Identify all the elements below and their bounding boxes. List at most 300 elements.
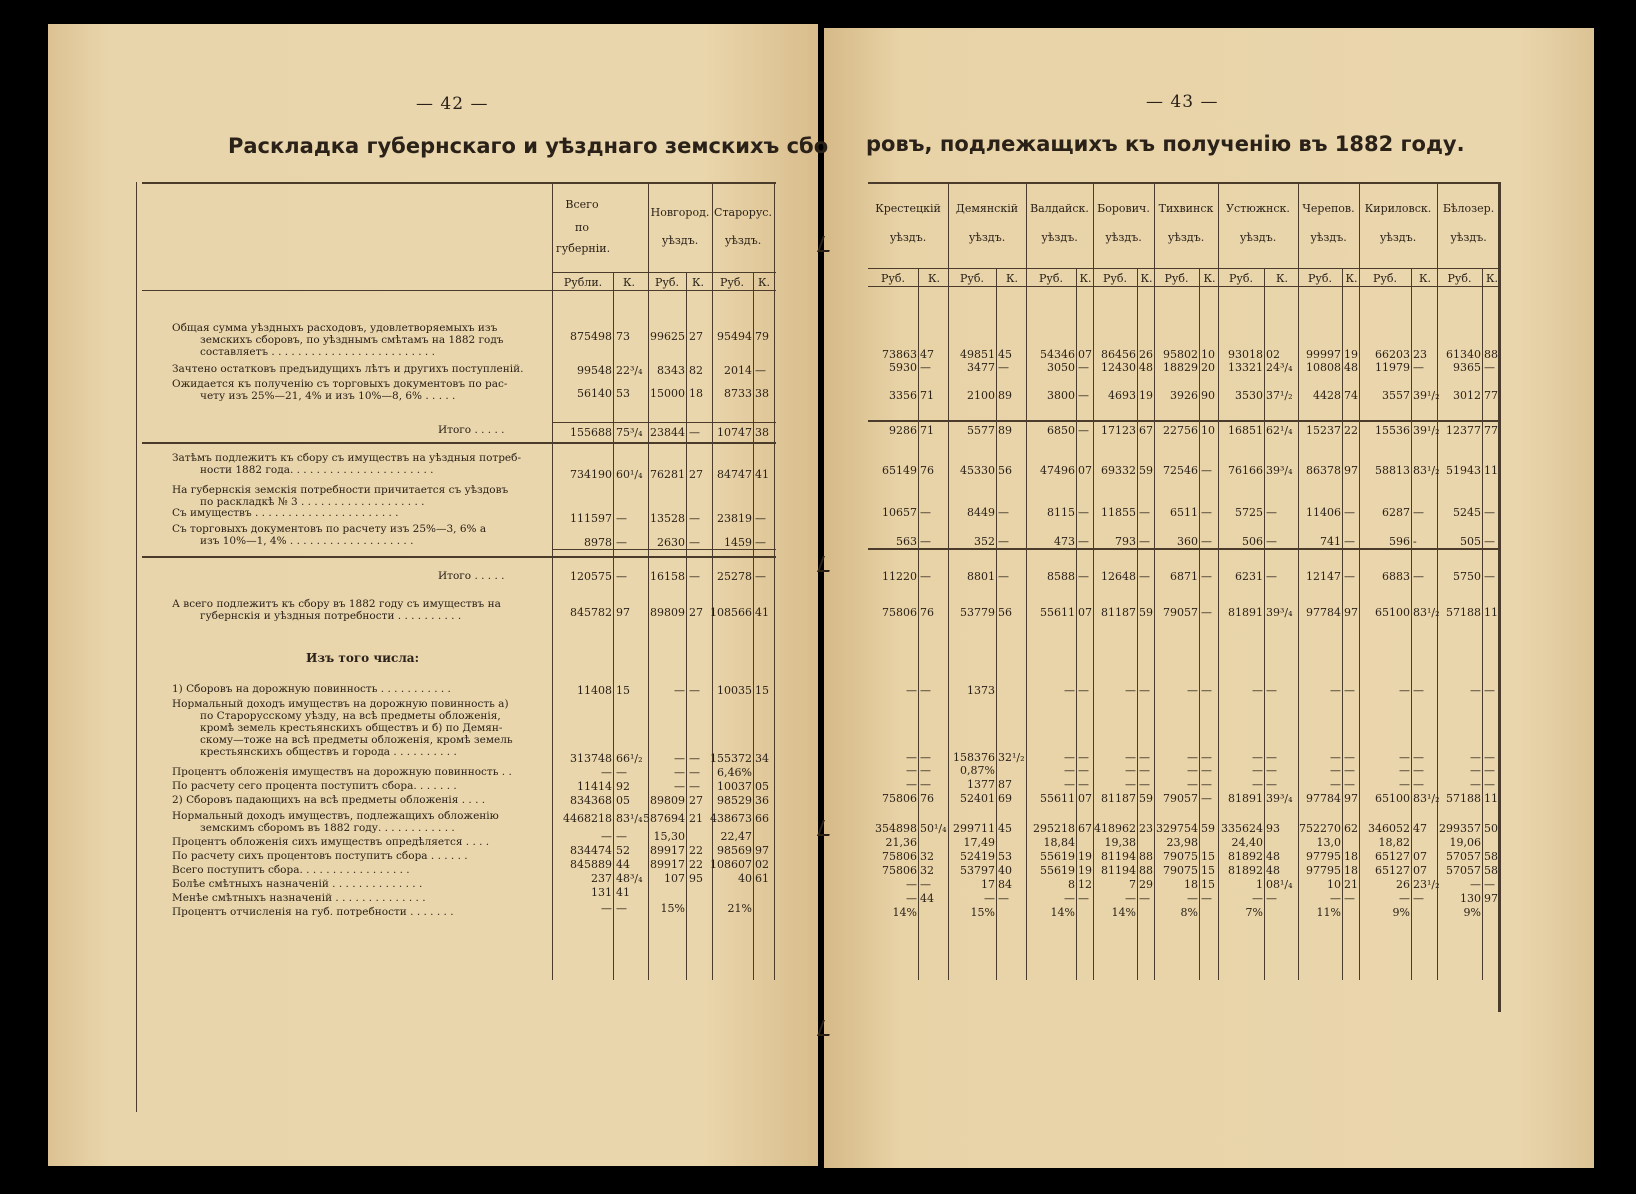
cell-rubles: 8978 <box>584 536 612 549</box>
column-header-uezd: уѣздъ. <box>661 234 699 247</box>
cell-rubles: — <box>1064 751 1075 764</box>
cell-rubles: 3926 <box>1170 389 1198 402</box>
cell-rubles: 8449 <box>967 506 995 519</box>
cell-kopecks: 15 <box>1201 850 1215 863</box>
cell-rubles: 14% <box>1050 906 1075 919</box>
cell-kopecks: — <box>920 751 931 764</box>
row-description: по Старорусскому уѣзду, на всѣ предметы обложенія, <box>200 710 501 722</box>
right-page-title: ровъ, подлежащихъ къ полученію въ 1882 году. <box>866 132 1465 156</box>
row-description: составляетъ . . . . . . . . . . . . . . . . . . . . . . . . . <box>200 346 435 358</box>
right-column-rule <box>1093 182 1094 980</box>
cell-rubles: 8115 <box>1047 506 1075 519</box>
cell-kopecks: 50¹/₄ <box>920 822 947 835</box>
cell-kopecks: — <box>1139 506 1150 519</box>
cell-rubles: 17 <box>981 878 995 891</box>
cell-kopecks: — <box>998 892 1009 905</box>
row-description: крестьянскихъ обществъ и города . . . . . . . . . . <box>200 746 457 758</box>
cell-rubles: 97795 <box>1306 864 1341 877</box>
right-table-edge <box>1498 182 1501 1012</box>
right-kopeck-rule <box>1137 268 1138 980</box>
column-subheader: Руб. <box>1039 272 1063 285</box>
row-description: Болѣе смѣтныхъ назначеній . . . . . . . . . . . . . . <box>172 878 423 890</box>
row-description: кромѣ земель крестьянскихъ обществъ и б) по Демян- <box>200 722 503 734</box>
cell-rubles: 313748 <box>570 752 612 765</box>
column-header-uezd: уѣздъ. <box>1105 231 1142 244</box>
cell-rubles: 18,82 <box>1378 836 1410 849</box>
column-subheader: К. <box>691 276 704 289</box>
cell-rubles: 8% <box>1180 906 1198 919</box>
cell-rubles: 23819 <box>717 512 752 525</box>
cell-kopecks: — <box>998 535 1009 548</box>
cell-rubles: 53779 <box>960 606 995 619</box>
cell-rubles: 1459 <box>724 536 752 549</box>
cell-rubles: 98529 <box>717 794 752 807</box>
row-description: 2) Сборовъ падающихъ на всѣ предметы обложенія . . . . <box>172 794 486 806</box>
cell-rubles: 108566 <box>710 606 752 619</box>
cell-rubles: 596 <box>1389 535 1410 548</box>
cell-kopecks: — <box>689 766 700 779</box>
cell-rubles: 12648 <box>1101 570 1136 583</box>
cell-kopecks: — <box>1413 751 1424 764</box>
cell-rubles: 15536 <box>1375 424 1410 437</box>
cell-rubles: 53797 <box>960 864 995 877</box>
cell-kopecks: 18 <box>689 387 703 400</box>
cell-kopecks: 32¹/₂ <box>998 751 1025 764</box>
column-rule <box>613 272 614 980</box>
cell-kopecks: 12 <box>1078 878 1092 891</box>
cell-rubles: 81891 <box>1228 606 1263 619</box>
cell-kopecks: — <box>1201 792 1212 805</box>
cell-rubles: 57188 <box>1446 606 1481 619</box>
cell-rubles: 21% <box>727 902 752 915</box>
cell-rubles: — <box>1252 892 1263 905</box>
cell-rubles: 84747 <box>717 468 752 481</box>
cell-rubles: — <box>1399 684 1410 697</box>
right-subheader-top-rule <box>868 268 1500 269</box>
cell-kopecks: — <box>1201 892 1212 905</box>
cell-rubles: 81892 <box>1228 850 1263 863</box>
column-subheader: К. <box>1485 272 1498 285</box>
cell-rubles: — <box>1125 764 1136 777</box>
cell-kopecks: 48 <box>1344 361 1358 374</box>
cell-kopecks: 75³/₄ <box>616 426 643 439</box>
cell-rubles: — <box>1064 778 1075 791</box>
right-kopeck-rule <box>1076 268 1077 980</box>
row-description: Съ торговыхъ документовъ по расчету изъ 25%—3, 6% а <box>172 523 487 535</box>
cell-rubles: — <box>674 752 685 765</box>
cell-kopecks: — <box>1078 684 1089 697</box>
cell-kopecks: 27 <box>689 468 703 481</box>
column-header-uezd: Крестецкій <box>875 202 941 215</box>
row-description: Изъ того числа: <box>306 651 420 665</box>
cell-rubles: 79075 <box>1163 850 1198 863</box>
cell-kopecks: 50 <box>1484 822 1498 835</box>
cell-rubles: — <box>1252 684 1263 697</box>
cell-kopecks: — <box>1266 751 1277 764</box>
cell-rubles: 99997 <box>1306 348 1341 361</box>
row-description: Итого . . . . . <box>438 424 505 436</box>
cell-rubles: 360 <box>1177 535 1198 548</box>
cell-rubles: 741 <box>1320 535 1341 548</box>
cell-rubles: — <box>1399 764 1410 777</box>
right-kopeck-rule <box>1482 268 1483 980</box>
cell-kopecks: — <box>1413 684 1424 697</box>
cell-kopecks: — <box>1484 570 1495 583</box>
cell-rubles: 55611 <box>1040 792 1075 805</box>
cell-kopecks: — <box>1266 535 1277 548</box>
cell-kopecks: 59 <box>1201 822 1215 835</box>
cell-rubles: 75806 <box>882 864 917 877</box>
cell-kopecks: 59 <box>1139 606 1153 619</box>
cell-kopecks: 21 <box>689 812 703 825</box>
row-description: Процентъ отчисленія на губ. потребности . . . . . . . <box>172 906 454 918</box>
cell-rubles: 11406 <box>1306 506 1341 519</box>
cell-kopecks: 22 <box>689 844 703 857</box>
cell-rubles: 61340 <box>1446 348 1481 361</box>
cell-kopecks: — <box>1266 506 1277 519</box>
row-description: А всего подлежитъ къ сбору въ 1882 году съ имуществъ на <box>172 598 501 610</box>
cell-rubles: 9% <box>1392 906 1410 919</box>
cell-rubles: 15,30 <box>653 830 685 843</box>
cell-rubles: 1373 <box>967 684 995 697</box>
cell-rubles: 3530 <box>1235 389 1263 402</box>
cell-rubles: 51943 <box>1446 464 1481 477</box>
cell-rubles: 5930 <box>889 361 917 374</box>
cell-kopecks: — <box>616 570 627 583</box>
cell-rubles: 11855 <box>1101 506 1136 519</box>
cell-kopecks: — <box>689 752 700 765</box>
cell-rubles: — <box>1470 751 1481 764</box>
cell-kopecks: — <box>1139 751 1150 764</box>
cell-kopecks: — <box>1139 778 1150 791</box>
cell-rubles: — <box>1064 684 1075 697</box>
row-description: Процентъ обложенія сихъ имуществъ опредѣляется . . . . <box>172 836 490 848</box>
cell-rubles: 299357 <box>1439 822 1481 835</box>
cell-kopecks: — <box>1344 764 1355 777</box>
column-header-uezd: Борович. <box>1097 202 1150 215</box>
left-page-title: Раскладка губернскаго и уѣзднаго земскихъ сбо <box>228 134 829 158</box>
cell-rubles: 6511 <box>1170 506 1198 519</box>
cell-kopecks: — <box>1484 751 1495 764</box>
column-rule <box>552 182 553 980</box>
cell-rubles: 81892 <box>1228 864 1263 877</box>
cell-rubles: 4468218 <box>563 812 612 825</box>
cell-rubles: 95494 <box>717 330 752 343</box>
cell-kopecks: 76 <box>920 606 934 619</box>
cell-kopecks: 93 <box>1266 822 1280 835</box>
table-left-rule <box>136 182 137 1112</box>
column-header-uezd: Старорус. <box>714 206 772 219</box>
column-subheader: К. <box>1005 272 1018 285</box>
cell-rubles: — <box>1064 764 1075 777</box>
cell-kopecks: 15 <box>1201 878 1215 891</box>
cell-rubles: 14% <box>1111 906 1136 919</box>
cell-rubles: 86456 <box>1101 348 1136 361</box>
cell-rubles: 845889 <box>570 858 612 871</box>
cell-kopecks: 73 <box>616 330 630 343</box>
right-total-rule <box>868 548 1500 550</box>
cell-kopecks: 88 <box>1484 348 1498 361</box>
right-table-top-rule <box>868 182 1500 184</box>
column-subheader: К. <box>1079 272 1092 285</box>
cell-rubles: 55619 <box>1040 850 1075 863</box>
cell-kopecks: 97 <box>1344 792 1358 805</box>
cell-rubles: 89917 <box>650 858 685 871</box>
cell-kopecks: 41 <box>755 468 769 481</box>
cell-kopecks: 48 <box>1139 361 1153 374</box>
cell-kopecks: — <box>1413 361 1424 374</box>
cell-rubles: 76166 <box>1228 464 1263 477</box>
cell-rubles: 12147 <box>1306 570 1341 583</box>
column-subheader: Руб. <box>1103 272 1127 285</box>
cell-kopecks: — <box>1201 684 1212 697</box>
cell-kopecks: 56 <box>998 464 1012 477</box>
cell-rubles: 14% <box>892 906 917 919</box>
cell-kopecks: 19 <box>1078 864 1092 877</box>
cell-rubles: 155688 <box>570 426 612 439</box>
cell-rubles: 65100 <box>1375 606 1410 619</box>
cell-kopecks: 41 <box>755 606 769 619</box>
row-description: Нормальный доходъ имуществъ на дорожную повинность а) <box>172 698 509 710</box>
cell-rubles: 418962 <box>1094 822 1136 835</box>
cell-kopecks: — <box>1413 892 1424 905</box>
row-description: Менѣе смѣтныхъ назначеній . . . . . . . . . . . . . . <box>172 892 426 904</box>
right-kopeck-rule <box>1411 268 1412 980</box>
cell-rubles: 13528 <box>650 512 685 525</box>
cell-kopecks: — <box>755 536 766 549</box>
cell-kopecks: 53 <box>616 387 630 400</box>
cell-kopecks: — <box>1139 684 1150 697</box>
cell-rubles: 56140 <box>577 387 612 400</box>
cell-kopecks: 76 <box>920 464 934 477</box>
cell-rubles: 1377 <box>967 778 995 791</box>
cell-kopecks: 34 <box>755 752 769 765</box>
cell-kopecks: — <box>1344 684 1355 697</box>
cell-kopecks: 29 <box>1139 878 1153 891</box>
cell-kopecks: 39³/₄ <box>1266 792 1293 805</box>
column-header-uezd: Кириловск. <box>1364 202 1432 215</box>
cell-kopecks: — <box>920 684 931 697</box>
cell-kopecks: 07 <box>1078 606 1092 619</box>
row-description: Итого . . . . . <box>438 570 505 582</box>
cell-rubles: 19,06 <box>1449 836 1481 849</box>
cell-rubles: 40 <box>738 872 752 885</box>
cell-kopecks: 19 <box>1344 348 1358 361</box>
cell-kopecks: 18 <box>1344 850 1358 863</box>
cell-rubles: — <box>1125 751 1136 764</box>
cell-rubles: 15% <box>970 906 995 919</box>
cell-rubles: 6850 <box>1047 424 1075 437</box>
cell-kopecks: 39³/₄ <box>1266 464 1293 477</box>
cell-rubles: 65127 <box>1375 850 1410 863</box>
cell-rubles: 98569 <box>717 844 752 857</box>
right-header-bottom-rule <box>868 286 1500 287</box>
row-description: Нормальный доходъ имуществъ, подлежащихъ обложенію <box>172 810 499 822</box>
cell-kopecks: — <box>1201 606 1212 619</box>
right-page-number: — 43 — <box>1146 92 1219 112</box>
cell-kopecks: 71 <box>920 424 934 437</box>
cell-rubles: 8 <box>1068 878 1075 891</box>
column-subheader: К. <box>622 276 635 289</box>
cell-rubles: — <box>1470 764 1481 777</box>
right-kopeck-rule <box>1264 268 1265 980</box>
column-header-uezd: уѣздъ. <box>1041 231 1078 244</box>
column-rule <box>753 272 754 980</box>
cell-rubles: 7% <box>1245 906 1263 919</box>
cell-rubles: 8733 <box>724 387 752 400</box>
cell-kopecks: 97 <box>1344 464 1358 477</box>
cell-kopecks: 19 <box>1078 850 1092 863</box>
cell-kopecks: — <box>755 512 766 525</box>
column-header-uezd: Валдайск. <box>1030 202 1089 215</box>
cell-rubles: 22,47 <box>720 830 752 843</box>
cell-kopecks: 92 <box>616 780 630 793</box>
cell-kopecks: — <box>1078 892 1089 905</box>
cell-kopecks: — <box>1201 751 1212 764</box>
cell-rubles: 15% <box>660 902 685 915</box>
cell-rubles: 107 <box>664 872 685 885</box>
cell-rubles: 505 <box>1460 535 1481 548</box>
row-description: 1) Сборовъ на дорожную повинность . . . . . . . . . . . <box>172 683 451 695</box>
cell-kopecks: 40 <box>998 864 1012 877</box>
cell-kopecks: 22 <box>1344 424 1358 437</box>
cell-kopecks: 41 <box>616 886 630 899</box>
cell-rubles: — <box>674 780 685 793</box>
cell-kopecks: 02 <box>1266 348 1280 361</box>
cell-rubles: 11% <box>1316 906 1341 919</box>
cell-rubles: 99625 <box>650 330 685 343</box>
cell-rubles: 6231 <box>1235 570 1263 583</box>
column-rule <box>774 182 775 980</box>
cell-kopecks: 67 <box>1139 424 1153 437</box>
row-description: земскихъ сборовъ, по уѣзднымъ смѣтамъ на 1882 годъ <box>200 334 504 346</box>
cell-kopecks: — <box>1266 892 1277 905</box>
row-description: ности 1882 года. . . . . . . . . . . . . . . . . . . . . . <box>200 464 434 476</box>
cell-rubles: 5577 <box>967 424 995 437</box>
cell-kopecks: 21 <box>1344 878 1358 891</box>
cell-kopecks: 83¹/₄ <box>616 812 643 825</box>
cell-kopecks: — <box>1413 778 1424 791</box>
cell-kopecks: — <box>1484 684 1495 697</box>
cell-kopecks: 24³/₄ <box>1266 361 1293 374</box>
cell-kopecks: 38 <box>755 426 769 439</box>
cell-kopecks: 59 <box>1139 464 1153 477</box>
cell-kopecks: — <box>1413 570 1424 583</box>
cell-rubles: 66203 <box>1375 348 1410 361</box>
cell-rubles: — <box>1330 892 1341 905</box>
cell-rubles: — <box>1125 892 1136 905</box>
cell-rubles: 89809 <box>650 794 685 807</box>
right-column-rule <box>1298 182 1299 980</box>
cell-rubles: 52419 <box>960 850 995 863</box>
cell-kopecks: — <box>689 780 700 793</box>
cell-kopecks: 07 <box>1413 864 1427 877</box>
right-kopeck-rule <box>996 268 997 980</box>
cell-rubles: 55611 <box>1040 606 1075 619</box>
cell-rubles: 47496 <box>1040 464 1075 477</box>
column-header-uezd: Бѣлозер. <box>1442 202 1495 215</box>
column-rule <box>686 272 687 980</box>
cell-kopecks: 37¹/₂ <box>1266 389 1293 402</box>
cell-rubles: 130 <box>1460 892 1481 905</box>
cell-kopecks: 47 <box>920 348 934 361</box>
cell-rubles: 752270 <box>1299 822 1341 835</box>
cell-rubles: 875498 <box>570 330 612 343</box>
cell-kopecks: 87 <box>998 778 1012 791</box>
cell-kopecks: 89 <box>998 389 1012 402</box>
cell-kopecks: 97 <box>616 606 630 619</box>
cell-rubles: 75806 <box>882 850 917 863</box>
row-description: Затѣмъ подлежитъ къ сбору съ имуществъ на уѣздныя потреб- <box>172 452 522 464</box>
cell-rubles: 81194 <box>1101 864 1136 877</box>
cell-rubles: 79057 <box>1163 606 1198 619</box>
column-header-uezd: Черепов. <box>1302 202 1355 215</box>
cell-rubles: 9% <box>1463 906 1481 919</box>
cell-rubles: 23,98 <box>1166 836 1198 849</box>
column-header-uezd: Новгород. <box>650 206 710 219</box>
row-description: Съ имуществъ . . . . . . . . . . . . . . . . . . . . . . <box>172 507 399 519</box>
cell-kopecks: — <box>1344 751 1355 764</box>
cell-kopecks: — <box>755 570 766 583</box>
row-description: губернскія и уѣздныя потребности . . . . . . . . . . <box>200 610 462 622</box>
cell-kopecks: — <box>1201 570 1212 583</box>
cell-kopecks: 15 <box>616 684 630 697</box>
cell-rubles: — <box>601 766 612 779</box>
cell-rubles: — <box>906 751 917 764</box>
cell-kopecks: 76 <box>920 792 934 805</box>
cell-rubles: 506 <box>1242 535 1263 548</box>
cell-rubles: — <box>1187 892 1198 905</box>
cell-kopecks: — <box>1201 506 1212 519</box>
row-description: По расчету сихъ процентовъ поступитъ сбора . . . . . . <box>172 850 468 862</box>
cell-kopecks: 36 <box>755 794 769 807</box>
column-header-uezd: уѣздъ. <box>1379 231 1417 244</box>
cell-rubles: 75806 <box>882 792 917 805</box>
cell-rubles: 25278 <box>717 570 752 583</box>
column-header-gubernia: Всего <box>565 198 599 211</box>
cell-kopecks: 22³/₄ <box>616 364 643 377</box>
left-page-number: — 42 — <box>416 94 489 114</box>
cell-rubles: 76281 <box>650 468 685 481</box>
cell-kopecks: — <box>755 364 766 377</box>
cell-rubles: 89809 <box>650 606 685 619</box>
column-subheader: Руб. <box>720 276 744 289</box>
cell-kopecks: - <box>1413 535 1417 548</box>
cell-kopecks: — <box>1413 506 1424 519</box>
cell-rubles: 58813 <box>1375 464 1410 477</box>
cell-kopecks: 07 <box>1078 792 1092 805</box>
cell-rubles: 73863 <box>882 348 917 361</box>
row-description: Общая сумма уѣздныхъ расходовъ, удовлетворяемыхъ изъ <box>172 322 498 334</box>
cell-kopecks: 23¹/₂ <box>1413 878 1440 891</box>
cell-kopecks: 23 <box>1139 822 1153 835</box>
cell-rubles: 834474 <box>570 844 612 857</box>
cell-kopecks: 97 <box>755 844 769 857</box>
cell-kopecks: — <box>1078 361 1089 374</box>
cell-rubles: — <box>1064 892 1075 905</box>
cell-rubles: 155372 <box>710 752 752 765</box>
cell-rubles: — <box>1330 764 1341 777</box>
cell-kopecks: — <box>689 684 700 697</box>
cell-kopecks: 66 <box>755 812 769 825</box>
cell-rubles: 55619 <box>1040 864 1075 877</box>
cell-rubles: 6,46% <box>717 766 752 779</box>
column-header-uezd: уѣздъ. <box>724 234 762 247</box>
cell-rubles: — <box>1399 892 1410 905</box>
cell-kopecks: 19 <box>1139 389 1153 402</box>
cell-rubles: 11220 <box>882 570 917 583</box>
cell-kopecks: — <box>1139 764 1150 777</box>
